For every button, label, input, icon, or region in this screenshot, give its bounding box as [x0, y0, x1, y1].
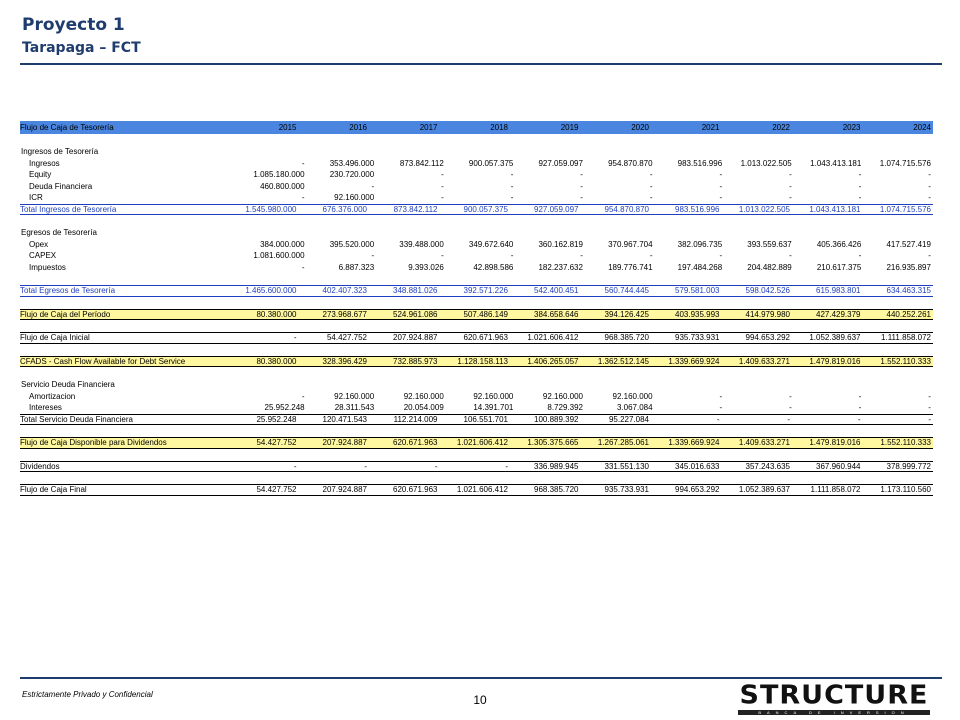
value-cell: 507.486.149 — [463, 309, 508, 319]
table-row — [20, 391, 933, 403]
value-cell: 1.074.715.576 — [879, 158, 931, 168]
value-cell: - — [301, 262, 305, 272]
value-cell: 367.960.944 — [816, 461, 861, 471]
value-cell: 112.214.009 — [393, 414, 438, 424]
table-row — [20, 239, 933, 251]
value-cell: 328.396.429 — [322, 356, 367, 366]
value-cell: - — [510, 181, 514, 191]
value-cell: - — [789, 170, 792, 180]
row-label: Deuda Financiera — [29, 181, 93, 191]
value-cell: 900.057.375 — [463, 204, 508, 214]
value-cell: 106.551.701 — [463, 414, 508, 424]
value-cell: 873.842.112 — [393, 204, 438, 214]
value-cell: 25.952.248 — [256, 414, 297, 424]
row-label: Intereses — [29, 403, 62, 413]
value-cell: 395.520.000 — [329, 239, 375, 249]
cash-flow-table — [20, 121, 933, 496]
value-cell: 3.067.084 — [616, 403, 653, 413]
value-cell: 1.021.606.412 — [456, 438, 508, 448]
footer-divider — [20, 677, 942, 679]
value-cell: - — [789, 251, 792, 261]
value-cell: 42.898.586 — [473, 262, 514, 272]
value-cell: 927.059.097 — [534, 204, 579, 214]
value-cell: 8.729.392 — [547, 403, 583, 413]
value-cell: 92.160.000 — [334, 391, 375, 401]
value-cell: - — [434, 461, 438, 471]
value-cell: 349.672.640 — [468, 239, 514, 249]
value-cell: 994.653.292 — [745, 333, 790, 343]
value-cell: 968.385.720 — [534, 485, 579, 495]
value-cell: 95.227.084 — [608, 414, 649, 424]
table-row — [20, 262, 933, 274]
logo-wordmark: STRUCTURE — [739, 680, 929, 711]
row-label: Amortizacion — [29, 391, 76, 401]
value-cell: 732.885.973 — [393, 356, 438, 366]
value-cell: - — [580, 193, 583, 203]
value-cell: 1.081.600.000 — [253, 251, 305, 261]
value-cell: 1.409.633.271 — [738, 356, 790, 366]
value-cell: - — [580, 181, 583, 191]
value-cell: 80.380.000 — [256, 309, 297, 319]
section-egresos: Egresos de Tesorería — [21, 228, 97, 238]
value-cell: - — [580, 251, 583, 261]
value-cell: - — [293, 461, 297, 471]
value-cell: 1.111.858.072 — [810, 485, 861, 495]
value-cell: 382.096.735 — [677, 239, 723, 249]
table-row — [20, 181, 933, 193]
value-cell: 873.842.112 — [399, 158, 444, 168]
year-header: 2018 — [490, 123, 508, 132]
value-cell: 935.733.931 — [604, 485, 649, 495]
table-row — [20, 402, 933, 414]
value-cell: - — [719, 251, 723, 261]
value-cell: 1.013.022.505 — [740, 158, 792, 168]
value-cell: 182.237.632 — [538, 262, 583, 272]
value-cell: - — [858, 181, 862, 191]
value-cell: - — [441, 181, 444, 191]
value-cell: 1.021.606.412 — [527, 333, 579, 343]
value-cell: - — [301, 158, 305, 168]
value-cell: 25.952.248 — [264, 403, 305, 413]
value-cell: - — [789, 391, 792, 401]
row-label: Flujo de Caja Inicial — [20, 333, 90, 343]
value-cell: - — [858, 193, 862, 203]
value-cell: 392.571.226 — [463, 286, 508, 296]
value-cell: 273.968.677 — [322, 309, 367, 319]
value-cell: - — [789, 403, 792, 413]
value-cell: - — [441, 170, 444, 180]
row-label: Flujo de Caja Disponible para Dividendos — [20, 438, 167, 448]
value-cell: - — [858, 391, 862, 401]
header-divider — [20, 63, 942, 65]
value-cell: 384.000.000 — [260, 239, 305, 249]
value-cell: 1.339.669.924 — [668, 356, 720, 366]
value-cell: 207.924.887 — [322, 485, 367, 495]
value-cell: 20.054.009 — [403, 403, 444, 413]
value-cell: 1.021.606.412 — [456, 485, 508, 495]
value-cell: 204.482.889 — [747, 262, 792, 272]
row-label: Total Servicio Deuda Financiera — [20, 414, 133, 424]
value-cell: 394.126.425 — [604, 309, 649, 319]
value-cell: 620.671.963 — [393, 438, 438, 448]
value-cell: - — [928, 403, 931, 413]
row-label: ICR — [29, 193, 43, 203]
value-cell: - — [858, 170, 862, 180]
value-cell: - — [928, 391, 931, 401]
value-cell: - — [928, 193, 931, 203]
value-cell: 207.924.887 — [322, 438, 367, 448]
table-title: Flujo de Caja de Tesorería — [20, 123, 114, 132]
page-title: Proyecto 1 — [22, 15, 125, 35]
value-cell: 560.744.445 — [604, 286, 649, 296]
value-cell: - — [649, 181, 653, 191]
value-cell: 634.463.315 — [886, 286, 931, 296]
row-label: Ingresos — [29, 158, 60, 168]
value-cell: - — [510, 251, 514, 261]
row-label: Dividendos — [20, 461, 60, 471]
value-cell: - — [928, 414, 931, 424]
flujo-final-row — [20, 484, 933, 496]
value-cell: 1.074.715.576 — [879, 204, 931, 214]
value-cell: 348.881.026 — [393, 286, 438, 296]
value-cell: - — [364, 461, 367, 471]
value-cell: 620.671.963 — [393, 485, 438, 495]
value-cell: 427.429.379 — [816, 309, 861, 319]
value-cell: - — [649, 193, 653, 203]
value-cell: 1.267.285.061 — [597, 438, 649, 448]
table-row — [20, 158, 933, 170]
value-cell: 1.085.180.000 — [253, 170, 305, 180]
table-header-row — [20, 121, 933, 134]
value-cell: 92.160.000 — [612, 391, 653, 401]
value-cell: 954.870.870 — [604, 204, 649, 214]
value-cell: - — [858, 251, 862, 261]
value-cell: 353.496.000 — [329, 158, 375, 168]
value-cell: 28.311.543 — [334, 403, 375, 413]
value-cell: 405.366.426 — [816, 239, 862, 249]
value-cell: - — [719, 391, 723, 401]
table-row — [20, 250, 933, 262]
value-cell: - — [928, 170, 931, 180]
value-cell: - — [928, 251, 931, 261]
value-cell: 1.013.022.505 — [738, 204, 790, 214]
value-cell: 1.552.110.333 — [880, 438, 931, 448]
total-egresos-row — [20, 285, 933, 297]
value-cell: - — [649, 170, 653, 180]
value-cell: 1.465.600.000 — [245, 286, 297, 296]
value-cell: - — [928, 181, 931, 191]
value-cell: - — [371, 251, 375, 261]
section-ingresos: Ingresos de Tesorería — [21, 147, 99, 157]
value-cell: - — [789, 193, 792, 203]
value-cell: 615.983.801 — [816, 286, 861, 296]
value-cell: 403.935.993 — [675, 309, 720, 319]
value-cell: 402.407.323 — [322, 286, 367, 296]
value-cell: 92.160.000 — [334, 193, 375, 203]
value-cell: - — [716, 414, 720, 424]
value-cell: 339.488.000 — [399, 239, 444, 249]
value-cell: 1.552.110.333 — [880, 356, 931, 366]
row-label: Flujo de Caja Final — [20, 485, 87, 495]
value-cell: - — [719, 193, 723, 203]
year-header: 2023 — [842, 123, 861, 132]
page-subtitle: Tarapaga – FCT — [22, 40, 141, 56]
structure-logo — [734, 682, 934, 716]
value-cell: - — [441, 193, 444, 203]
value-cell: 378.999.772 — [886, 461, 931, 471]
value-cell: 384.658.646 — [534, 309, 579, 319]
value-cell: 1.406.265.057 — [527, 356, 579, 366]
value-cell: 994.653.292 — [675, 485, 720, 495]
value-cell: - — [719, 403, 723, 413]
value-cell: 1.043.413.181 — [810, 158, 862, 168]
value-cell: 542.400.451 — [534, 286, 579, 296]
value-cell: 1.052.389.637 — [738, 485, 790, 495]
value-cell: - — [301, 193, 305, 203]
value-cell: 120.471.543 — [322, 414, 367, 424]
table-row — [20, 169, 933, 181]
value-cell: 80.380.000 — [256, 356, 297, 366]
value-cell: - — [580, 170, 583, 180]
value-cell: 676.376.000 — [322, 204, 367, 214]
year-header: 2015 — [278, 123, 297, 132]
value-cell: 189.776.741 — [608, 262, 653, 272]
value-cell: 54.427.752 — [256, 485, 297, 495]
value-cell: - — [510, 193, 514, 203]
value-cell: 968.385.720 — [604, 333, 649, 343]
value-cell: 336.989.945 — [534, 461, 579, 471]
value-cell: 620.671.963 — [463, 333, 508, 343]
value-cell: 1.362.512.145 — [597, 356, 649, 366]
value-cell: 1.409.633.271 — [738, 438, 790, 448]
row-label: CFADS - Cash Flow Available for Debt Service — [20, 356, 186, 366]
value-cell: 210.617.375 — [816, 262, 862, 272]
flujo-inicial-row — [20, 332, 933, 344]
value-cell: 6.887.323 — [338, 262, 375, 272]
value-cell: 1.305.375.665 — [527, 438, 579, 448]
value-cell: 345.016.633 — [675, 461, 720, 471]
value-cell: 360.162.819 — [538, 239, 583, 249]
value-cell: 92.160.000 — [542, 391, 583, 401]
value-cell: 357.243.635 — [745, 461, 790, 471]
value-cell: 100.889.392 — [534, 414, 579, 424]
value-cell: 440.252.261 — [886, 309, 931, 319]
value-cell: 1.479.819.016 — [809, 438, 861, 448]
year-header: 2024 — [913, 123, 931, 132]
value-cell: 1.173.110.560 — [880, 485, 931, 495]
value-cell: - — [857, 414, 861, 424]
total-ingresos-row — [20, 204, 933, 216]
value-cell: - — [293, 333, 297, 343]
value-cell: 1.128.158.113 — [457, 356, 508, 366]
value-cell: 598.042.526 — [745, 286, 790, 296]
value-cell: 207.924.887 — [393, 333, 438, 343]
value-cell: 1.479.819.016 — [809, 356, 861, 366]
disponible-row — [20, 437, 933, 449]
value-cell: 983.516.996 — [677, 158, 723, 168]
section-servicio: Servicio Deuda Financiera — [21, 380, 115, 390]
value-cell: 954.870.870 — [608, 158, 653, 168]
row-label: Flujo de Caja del Período — [20, 309, 111, 319]
value-cell: 900.057.375 — [468, 158, 514, 168]
year-header: 2019 — [560, 123, 579, 132]
value-cell: 414.979.980 — [745, 309, 790, 319]
value-cell: - — [719, 181, 723, 191]
cfads-row — [20, 356, 933, 368]
year-header: 2022 — [772, 123, 790, 132]
value-cell: 524.961.086 — [393, 309, 438, 319]
value-cell: 216.935.897 — [886, 262, 931, 272]
dividendos-row — [20, 461, 933, 473]
value-cell: 460.800.000 — [260, 181, 305, 191]
value-cell: 54.427.752 — [326, 333, 367, 343]
value-cell: 9.393.026 — [408, 262, 444, 272]
value-cell: - — [789, 181, 792, 191]
value-cell: 92.160.000 — [473, 391, 514, 401]
flujo-periodo-row — [20, 309, 933, 321]
table-row — [20, 192, 933, 204]
value-cell: 92.160.000 — [403, 391, 444, 401]
value-cell: 983.516.996 — [675, 204, 720, 214]
value-cell: 197.484.268 — [677, 262, 723, 272]
value-cell: - — [505, 461, 508, 471]
value-cell: 54.427.752 — [256, 438, 297, 448]
value-cell: 417.527.419 — [886, 239, 931, 249]
value-cell: 1.339.669.924 — [668, 438, 720, 448]
total-servicio-row — [20, 414, 933, 426]
row-label: Equity — [29, 170, 52, 180]
value-cell: - — [719, 170, 723, 180]
page-number: 10 — [473, 693, 487, 707]
value-cell: - — [787, 414, 790, 424]
row-label: Impuestos — [29, 262, 66, 272]
year-header: 2020 — [631, 123, 649, 132]
value-cell: 579.581.003 — [675, 286, 720, 296]
year-header: 2017 — [419, 123, 438, 132]
value-cell: 331.551.130 — [604, 461, 649, 471]
year-header: 2016 — [349, 123, 367, 132]
row-label: Opex — [29, 239, 49, 249]
value-cell: - — [371, 181, 375, 191]
value-cell: 1.043.413.181 — [809, 204, 861, 214]
value-cell: - — [441, 251, 444, 261]
value-cell: - — [858, 403, 862, 413]
value-cell: 1.052.389.637 — [809, 333, 861, 343]
value-cell: 14.391.701 — [473, 403, 514, 413]
value-cell: - — [301, 391, 305, 401]
row-label: Total Ingresos de Tesorería — [20, 204, 117, 214]
value-cell: 1.111.858.072 — [881, 333, 931, 343]
value-cell: 1.545.980.000 — [245, 204, 297, 214]
value-cell: 370.967.704 — [608, 239, 653, 249]
value-cell: 393.559.637 — [747, 239, 792, 249]
row-label: CAPEX — [29, 251, 57, 261]
row-label: Total Egresos de Tesorería — [20, 286, 116, 296]
value-cell: - — [510, 170, 514, 180]
value-cell: 230.720.000 — [329, 170, 375, 180]
logo-tagline: BANCA DE INVERSION — [738, 710, 930, 715]
confidentiality-note: Estrictamente Privado y Confidencial — [22, 690, 153, 699]
value-cell: 935.733.931 — [675, 333, 720, 343]
value-cell: - — [649, 251, 653, 261]
value-cell: 927.059.097 — [538, 158, 583, 168]
year-header: 2021 — [701, 123, 720, 132]
